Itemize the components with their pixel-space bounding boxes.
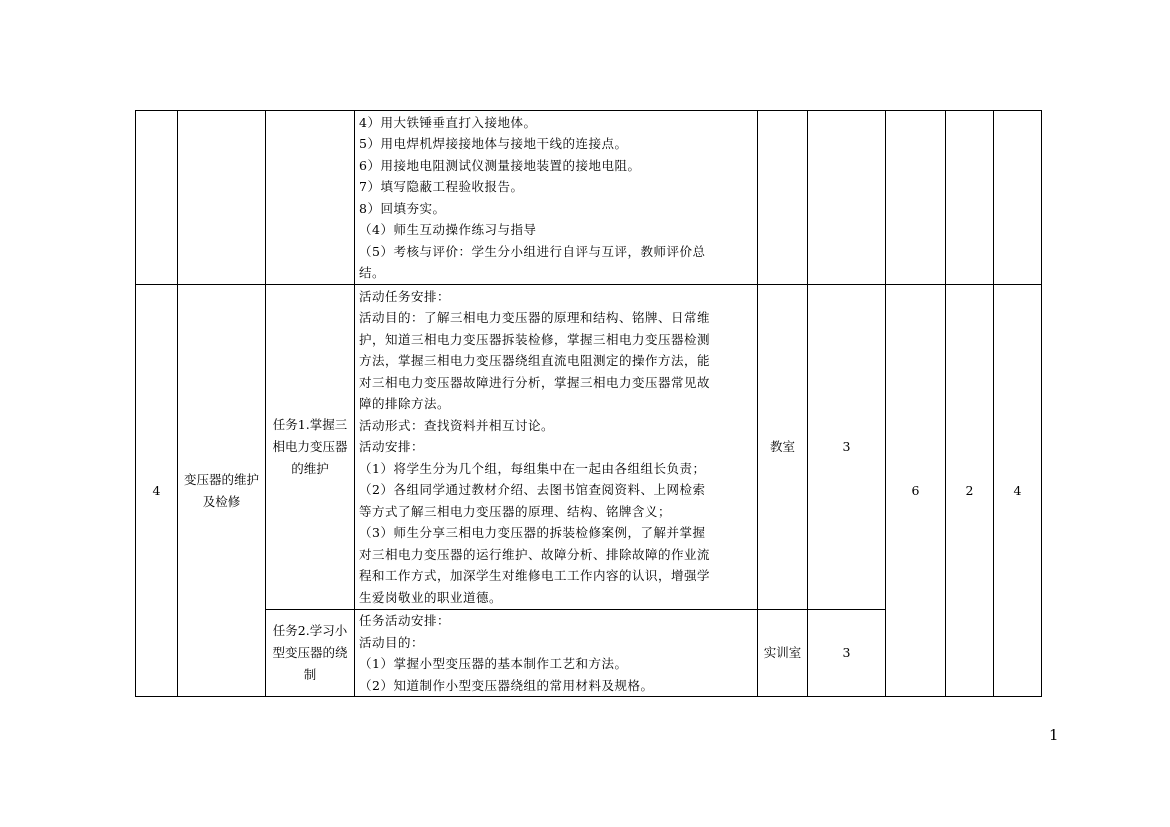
cell-empty (946, 111, 994, 285)
content-line: 对三相电力变压器故障进行分析，掌握三相电力变压器常见故 (359, 374, 711, 390)
content-line: （2）各组同学通过教材介绍、去图书馆查阅资料、上网检索 (359, 482, 706, 498)
content-line: 7）填写隐蔽工程验收报告。 (359, 179, 524, 194)
task1-place: 教室 (758, 285, 808, 610)
task2-content (355, 610, 758, 697)
content-line: 活动形式：查找资料并相互讨论。 (359, 417, 555, 433)
cell-empty (994, 111, 1042, 285)
content-line: 4）用大铁锤垂直打入接地体。 (359, 114, 537, 130)
content-line: （3）师生分享三相电力变压器的拆装检修案例，了解并掌握 (359, 525, 706, 541)
cell-empty (886, 111, 946, 285)
content-line: 活动安排： (359, 439, 425, 455)
content-line: （2）知道制作小型变压器绕组的常用材料及规格。 (359, 677, 654, 693)
table-row-task1 (136, 285, 1042, 610)
content-line: 护，知道三相电力变压器拆装检修，掌握三相电力变压器检测 (359, 331, 711, 347)
content-line: 方法，掌握三相电力变压器绕组直流电阻测定的操作方法，能 (359, 353, 711, 369)
content-line: （4）师生互动操作练习与指导 (359, 222, 537, 237)
content-line: （1）掌握小型变压器的基本制作工艺和方法。 (359, 656, 628, 671)
theory-hours: 2 (946, 285, 994, 697)
content-line: 活动目的： (359, 634, 425, 650)
content-line: 6）用接地电阻测试仪测量接地装置的接地电阻。 (359, 157, 641, 173)
content-cell (355, 111, 758, 285)
content-line: （1）将学生分为几个组，每组集中在一起由各组组长负责； (359, 460, 706, 476)
task2-name: 任务2.学习小型变压器的绕制 (266, 610, 355, 697)
content-line: 任务活动安排： (359, 613, 451, 628)
content-line: 障的排除方法。 (359, 396, 451, 412)
content-line: 活动任务安排： (359, 288, 451, 304)
task2-hours: 3 (808, 610, 886, 697)
module-name: 变压器的维护及检修 (178, 285, 266, 697)
task1-content (355, 285, 758, 610)
cell-empty (808, 111, 886, 285)
cell-empty (178, 111, 266, 285)
content-line: 对三相电力变压器的运行维护、故障分析、排除故障的作业流 (359, 546, 711, 562)
content-line: 活动目的：了解三相电力变压器的原理和结构、铭牌、日常维 (359, 310, 711, 326)
cell-empty (758, 111, 808, 285)
total-hours: 6 (886, 285, 946, 697)
content-line: 等方式了解三相电力变压器的原理、结构、铭牌含义； (359, 503, 672, 519)
cell-empty (136, 111, 178, 285)
page-number: 1 (1049, 726, 1059, 744)
task1-name: 任务1.掌握三相电力变压器的维护 (266, 285, 355, 610)
table-row-continued (136, 111, 1042, 285)
content-line: 5）用电焊机焊接接地体与接地干线的连接点。 (359, 136, 628, 151)
plan-table (135, 110, 1042, 697)
row-number: 4 (136, 285, 178, 697)
practice-hours: 4 (994, 285, 1042, 697)
content-line: 程和工作方式，加深学生对维修电工工作内容的认识，增强学 (359, 568, 711, 584)
cell-empty (266, 111, 355, 285)
task1-hours: 3 (808, 285, 886, 610)
content-line: 结。 (359, 265, 386, 280)
task2-place: 实训室 (758, 610, 808, 697)
content-line: （5）考核与评价：学生分小组进行自评与互评，教师评价总 (359, 243, 706, 259)
content-line: 8）回填夯实。 (359, 200, 446, 216)
content-line: 生爱岗敬业的职业道德。 (359, 589, 503, 605)
